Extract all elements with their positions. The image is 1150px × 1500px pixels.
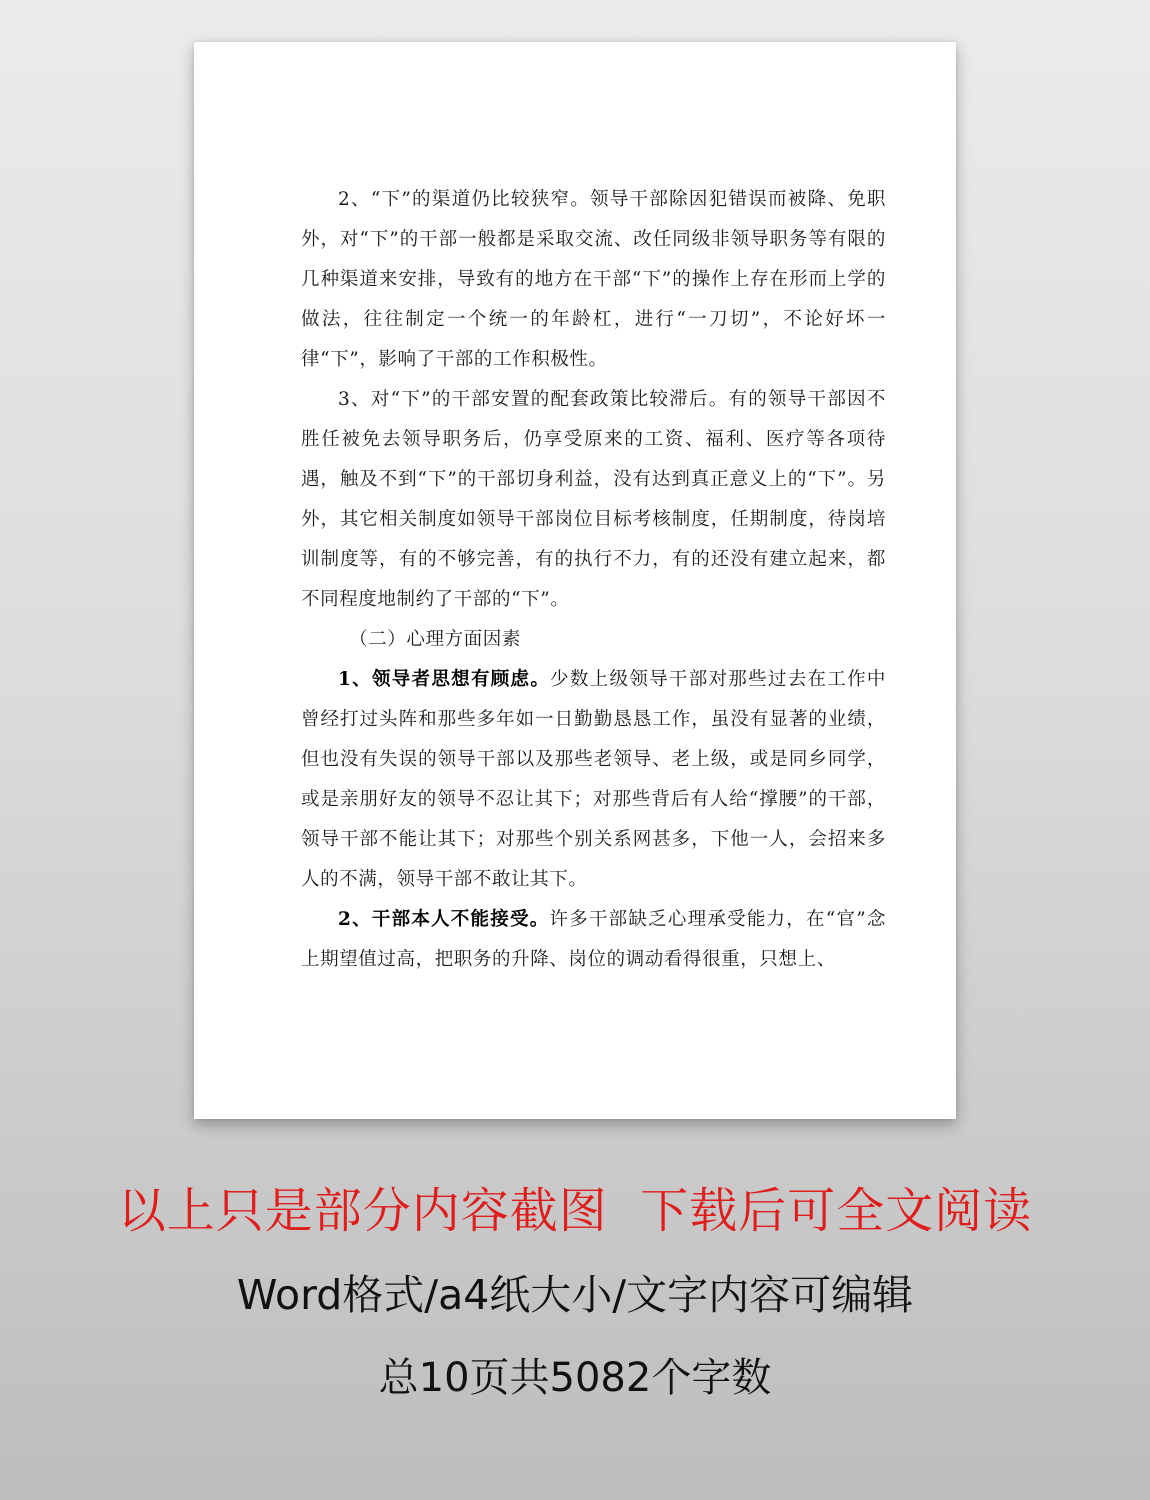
format-info: Word格式/a4纸大小/文字内容可编辑 bbox=[236, 1271, 914, 1319]
document-body bbox=[301, 180, 886, 980]
page-word-count: 总10页共5082个字数 bbox=[378, 1355, 772, 1401]
preview-notice: 以上只是部分内容截图 下载后可全文阅读 bbox=[117, 1183, 1033, 1239]
heading-text: （二）心理方面因素 bbox=[349, 629, 521, 650]
paragraph-text: 3、对“下”的干部安置的配套政策比较滞后。有的领导干部因不胜任被免去领导职务后，仍享受原来的工资、福利、医疗等各项待遇，触及不到“下”的干部切身利益，没有达到真正意义上的“下”。另外，其它相关制度如领导干部岗位目标考核制度，任期制度，待岗培训制度等，有的不够完善，有的执行不力，有的还没有建立起来，都不同程度地制约了干部的“下”。 bbox=[301, 389, 886, 610]
paragraph-text: 许多干部缺乏心理承受能力，在“官”念上期望值过高，把职务的升降、岗位的调动看得很重，只想上、 bbox=[301, 909, 886, 970]
paragraph-lead: 2、干部本人不能接受。 bbox=[338, 909, 550, 930]
paragraph-cadre-acceptance bbox=[301, 900, 886, 980]
paragraph-channel bbox=[301, 180, 886, 380]
paragraph-lead: 1、领导者思想有顾虑。 bbox=[338, 669, 551, 690]
paragraph-text: 少数上级领导干部对那些过去在工作中曾经打过头阵和那些多年如一日勤勤恳恳工作，虽没有显著的业绩，但也没有失误的领导干部以及那些老领导、老上级，或是同乡同学，或是亲朋好友的领导不忍让其下；对那些背后有人给“撑腰”的干部，领导干部不能让其下；对那些个别关系网甚多，下他一人，会招来多人的不满，领导干部不敢让其下。 bbox=[301, 669, 886, 890]
paragraph-policy bbox=[301, 380, 886, 620]
document-page bbox=[194, 42, 956, 1119]
paragraph-text: 2、“下”的渠道仍比较狭窄。领导干部除因犯错误而被降、免职外，对“下”的干部一般都是采取交流、改任同级非领导职务等有限的几种渠道来安排，导致有的地方在干部“下”的操作上存在形而上学的做法，往往制定一个统一的年龄杠，进行“一刀切”，不论好坏一律“下”，影响了干部的工作积极性。 bbox=[301, 189, 886, 370]
paragraph-leader-concerns bbox=[301, 660, 886, 900]
section-heading bbox=[301, 620, 886, 660]
